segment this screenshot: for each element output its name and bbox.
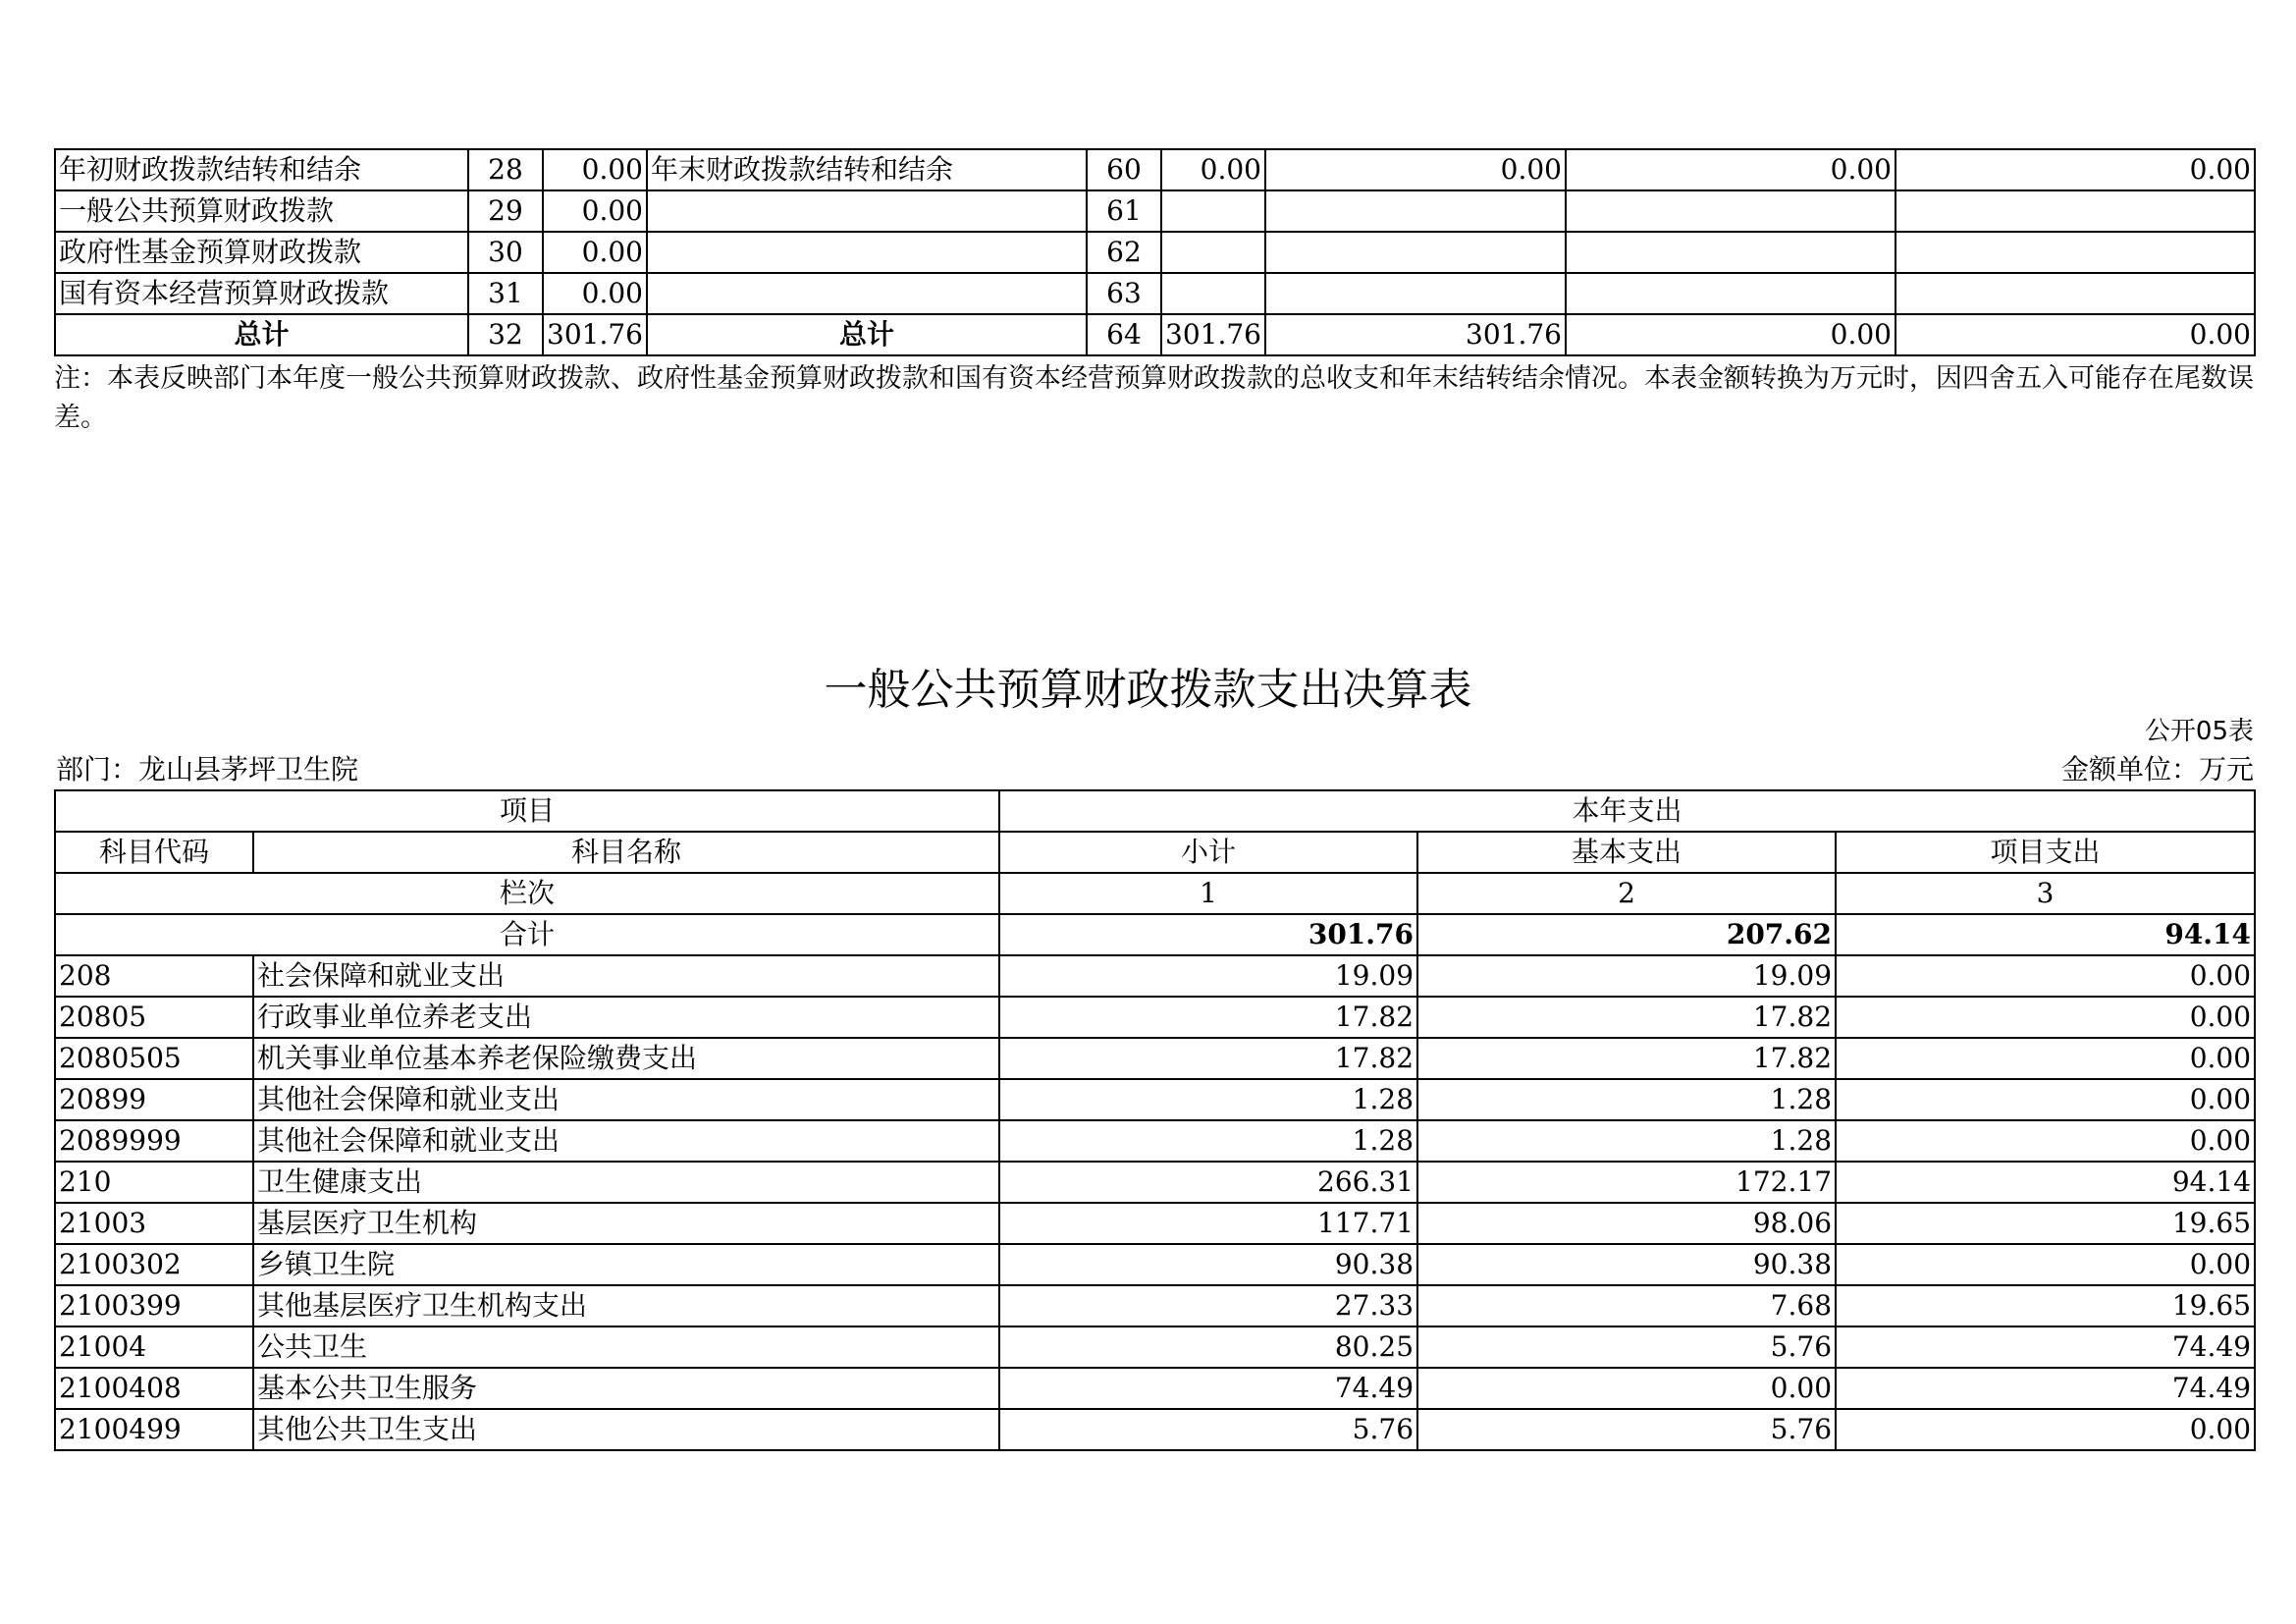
expense-line-cell: 60 xyxy=(1087,149,1161,190)
amount-col-2-cell xyxy=(1265,273,1566,314)
table-row xyxy=(55,1203,2255,1244)
basic-expense-cell: 19.09 xyxy=(1417,955,1836,997)
table-row xyxy=(55,1285,2255,1326)
subject-name-cell: 其他社会保障和就业支出 xyxy=(253,1120,999,1162)
subject-name-cell: 公共卫生 xyxy=(253,1326,999,1368)
amount-col-1-cell xyxy=(1161,273,1265,314)
subject-code-cell: 2100408 xyxy=(55,1368,253,1409)
amount-col-4-cell xyxy=(1896,273,2255,314)
income-item-cell: 政府性基金预算财政拨款 xyxy=(55,232,468,273)
header-column-no: 栏次 xyxy=(55,873,999,914)
amount-col-1-cell: 0.00 xyxy=(1161,149,1265,190)
subtotal-cell: 74.49 xyxy=(999,1368,1417,1409)
income-line-cell: 31 xyxy=(468,273,543,314)
expense-item-cell: 年末财政拨款结转和结余 xyxy=(647,149,1087,190)
project-expense-cell: 0.00 xyxy=(1836,997,2255,1038)
amount-col-2-cell xyxy=(1265,190,1566,232)
project-expense-cell: 0.00 xyxy=(1836,1244,2255,1285)
table-row xyxy=(55,273,2255,314)
table-row xyxy=(55,1162,2255,1203)
total-subtotal: 301.76 xyxy=(999,914,1417,955)
header-current-year: 本年支出 xyxy=(999,790,2255,832)
income-amount-cell: 0.00 xyxy=(543,190,647,232)
subject-code-cell: 20899 xyxy=(55,1079,253,1120)
income-item-cell: 一般公共预算财政拨款 xyxy=(55,190,468,232)
total-label: 合计 xyxy=(55,914,999,955)
income-total-line: 32 xyxy=(468,314,543,355)
header-basic: 基本支出 xyxy=(1417,832,1836,873)
subject-name-cell: 机关事业单位基本养老保险缴费支出 xyxy=(253,1038,999,1079)
expense-line-cell: 63 xyxy=(1087,273,1161,314)
expense-line-cell: 61 xyxy=(1087,190,1161,232)
project-expense-cell: 0.00 xyxy=(1836,1409,2255,1450)
subtotal-cell: 17.82 xyxy=(999,997,1417,1038)
expense-total-line: 64 xyxy=(1087,314,1161,355)
project-expense-cell: 0.00 xyxy=(1836,955,2255,997)
basic-expense-cell: 1.28 xyxy=(1417,1079,1836,1120)
basic-expense-cell: 0.00 xyxy=(1417,1368,1836,1409)
expense-item-cell xyxy=(647,273,1087,314)
project-expense-cell: 0.00 xyxy=(1836,1038,2255,1079)
table-row xyxy=(55,1120,2255,1162)
amount-col-1-cell xyxy=(1161,190,1265,232)
table-row xyxy=(55,1368,2255,1409)
basic-expense-cell: 7.68 xyxy=(1417,1285,1836,1326)
basic-expense-cell: 17.82 xyxy=(1417,997,1836,1038)
project-expense-cell: 19.65 xyxy=(1836,1203,2255,1244)
table-row xyxy=(55,232,2255,273)
subtotal-cell: 1.28 xyxy=(999,1120,1417,1162)
total-amount-col-2: 301.76 xyxy=(1265,314,1566,355)
department-label: 部门：龙山县茅坪卫生院 xyxy=(56,753,359,785)
subject-code-cell: 2100302 xyxy=(55,1244,253,1285)
income-line-cell: 29 xyxy=(468,190,543,232)
header-project: 项目 xyxy=(55,790,999,832)
income-item-cell: 国有资本经营预算财政拨款 xyxy=(55,273,468,314)
subtotal-cell: 1.28 xyxy=(999,1079,1417,1120)
table-row xyxy=(55,190,2255,232)
basic-expense-cell: 17.82 xyxy=(1417,1038,1836,1079)
subject-name-cell: 其他公共卫生支出 xyxy=(253,1409,999,1450)
header-col-3: 3 xyxy=(1836,873,2255,914)
project-expense-cell: 74.49 xyxy=(1836,1368,2255,1409)
table-row xyxy=(55,1079,2255,1120)
subject-name-cell: 基层医疗卫生机构 xyxy=(253,1203,999,1244)
income-total-amount: 301.76 xyxy=(543,314,647,355)
subject-code-cell: 208 xyxy=(55,955,253,997)
subject-name-cell: 行政事业单位养老支出 xyxy=(253,997,999,1038)
income-item-cell: 年初财政拨款结转和结余 xyxy=(55,149,468,190)
subject-name-cell: 其他社会保障和就业支出 xyxy=(253,1079,999,1120)
subject-name-cell: 基本公共卫生服务 xyxy=(253,1368,999,1409)
income-amount-cell: 0.00 xyxy=(543,232,647,273)
summary-table-body xyxy=(55,149,2255,355)
total-amount-col-1: 301.76 xyxy=(1161,314,1265,355)
project-expense-cell: 94.14 xyxy=(1836,1162,2255,1203)
header-name: 科目名称 xyxy=(253,832,999,873)
project-expense-cell: 0.00 xyxy=(1836,1120,2255,1162)
subtotal-cell: 80.25 xyxy=(999,1326,1417,1368)
header-subtotal: 小计 xyxy=(999,832,1417,873)
subtotal-cell: 90.38 xyxy=(999,1244,1417,1285)
table-row xyxy=(55,1409,2255,1450)
amount-col-4-cell xyxy=(1896,190,2255,232)
basic-expense-cell: 5.76 xyxy=(1417,1326,1836,1368)
amount-col-3-cell: 0.00 xyxy=(1566,149,1896,190)
subject-code-cell: 2080505 xyxy=(55,1038,253,1079)
basic-expense-cell: 98.06 xyxy=(1417,1203,1836,1244)
subject-name-cell: 乡镇卫生院 xyxy=(253,1244,999,1285)
header-row-3 xyxy=(55,873,2255,914)
header-project-expense: 项目支出 xyxy=(1836,832,2255,873)
amount-col-4-cell xyxy=(1896,232,2255,273)
income-line-cell: 30 xyxy=(468,232,543,273)
income-amount-cell: 0.00 xyxy=(543,149,647,190)
project-expense-cell: 74.49 xyxy=(1836,1326,2255,1368)
subject-code-cell: 21004 xyxy=(55,1326,253,1368)
table-row xyxy=(55,1326,2255,1368)
subtotal-cell: 266.31 xyxy=(999,1162,1417,1203)
table-row xyxy=(55,149,2255,190)
subject-code-cell: 2089999 xyxy=(55,1120,253,1162)
expenditure-table-header xyxy=(55,790,2255,955)
subject-name-cell: 其他基层医疗卫生机构支出 xyxy=(253,1285,999,1326)
income-amount-cell: 0.00 xyxy=(543,273,647,314)
basic-expense-cell: 1.28 xyxy=(1417,1120,1836,1162)
header-code: 科目代码 xyxy=(55,832,253,873)
table-row xyxy=(55,1244,2255,1285)
total-amount-col-4: 0.00 xyxy=(1896,314,2255,355)
summary-total-row xyxy=(55,314,2255,355)
header-col-1: 1 xyxy=(999,873,1417,914)
subject-code-cell: 21003 xyxy=(55,1203,253,1244)
expense-total-label: 总计 xyxy=(647,314,1087,355)
subtotal-cell: 19.09 xyxy=(999,955,1417,997)
table-row xyxy=(55,997,2255,1038)
income-line-cell: 28 xyxy=(468,149,543,190)
expense-item-cell xyxy=(647,190,1087,232)
form-number: 公开05表 xyxy=(2144,717,2254,746)
amount-col-4-cell: 0.00 xyxy=(1896,149,2255,190)
total-project: 94.14 xyxy=(1836,914,2255,955)
basic-expense-cell: 172.17 xyxy=(1417,1162,1836,1203)
page-title: 一般公共预算财政拨款支出决算表 xyxy=(824,665,1472,715)
revenue-expense-summary-table xyxy=(54,148,2256,356)
table-note: 注：本表反映部门本年度一般公共预算财政拨款、政府性基金预算财政拨款和国有资本经营预算财政拨款的总收支和年末结转结余情况。本表金额转换为万元时，因四舍五入可能存在尾数误差。 xyxy=(54,363,2254,433)
table-row xyxy=(55,1038,2255,1079)
subtotal-cell: 17.82 xyxy=(999,1038,1417,1079)
amount-unit-label: 金额单位：万元 xyxy=(2060,753,2254,785)
amount-col-3-cell xyxy=(1566,232,1896,273)
subject-code-cell: 2100399 xyxy=(55,1285,253,1326)
total-row xyxy=(55,914,2255,955)
amount-col-2-cell: 0.00 xyxy=(1265,149,1566,190)
amount-col-2-cell xyxy=(1265,232,1566,273)
header-row-2 xyxy=(55,832,2255,873)
amount-col-1-cell xyxy=(1161,232,1265,273)
basic-expense-cell: 90.38 xyxy=(1417,1244,1836,1285)
expense-item-cell xyxy=(647,232,1087,273)
project-expense-cell: 0.00 xyxy=(1836,1079,2255,1120)
expense-line-cell: 62 xyxy=(1087,232,1161,273)
amount-col-3-cell xyxy=(1566,273,1896,314)
total-basic: 207.62 xyxy=(1417,914,1836,955)
expenditure-table-body xyxy=(55,955,2255,1450)
expenditure-table xyxy=(54,789,2256,1451)
table-row xyxy=(55,955,2255,997)
header-row-1 xyxy=(55,790,2255,832)
subject-name-cell: 卫生健康支出 xyxy=(253,1162,999,1203)
income-total-label: 总计 xyxy=(55,314,468,355)
amount-col-3-cell xyxy=(1566,190,1896,232)
total-amount-col-3: 0.00 xyxy=(1566,314,1896,355)
subject-code-cell: 2100499 xyxy=(55,1409,253,1450)
basic-expense-cell: 5.76 xyxy=(1417,1409,1836,1450)
subtotal-cell: 5.76 xyxy=(999,1409,1417,1450)
subtotal-cell: 117.71 xyxy=(999,1203,1417,1244)
subject-code-cell: 210 xyxy=(55,1162,253,1203)
project-expense-cell: 19.65 xyxy=(1836,1285,2255,1326)
subtotal-cell: 27.33 xyxy=(999,1285,1417,1326)
subject-code-cell: 20805 xyxy=(55,997,253,1038)
header-col-2: 2 xyxy=(1417,873,1836,914)
subject-name-cell: 社会保障和就业支出 xyxy=(253,955,999,997)
